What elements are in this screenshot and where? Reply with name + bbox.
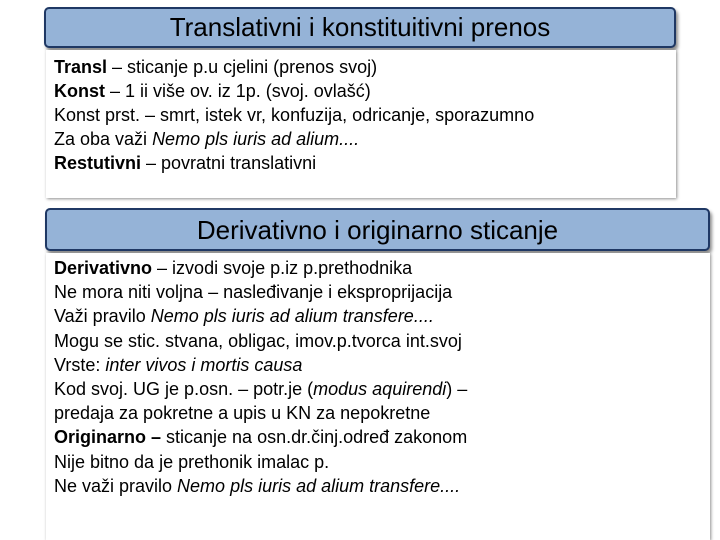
term: Konst	[54, 81, 105, 101]
section1-title: Translativni i konstituitivni prenos	[169, 12, 551, 42]
text-line	[54, 127, 676, 151]
text-line	[54, 151, 676, 175]
definition: Važi pravilo	[54, 306, 151, 327]
text-line	[54, 103, 676, 127]
section1-header	[44, 7, 676, 48]
latin-phrase: Nemo pls iuris ad alium transfere....	[150, 306, 434, 327]
latin-phrase: modus aquirendi	[313, 379, 447, 400]
definition: Konst prst. – smrt, istek vr, konfuzija, odricanje, sporazumno	[54, 105, 535, 125]
text-line	[54, 450, 710, 474]
term: Originarno –	[54, 427, 162, 448]
definition: – izvodi svoje p.iz p.prethodnika	[152, 258, 413, 278]
text-line	[54, 79, 676, 103]
definition: Kod svoj. UG je p.osn. – potr.je (	[54, 379, 314, 400]
text-line	[54, 425, 710, 449]
section2-panel	[46, 253, 710, 540]
text-line	[54, 353, 710, 377]
latin-phrase: inter vivos i mortis causa	[105, 354, 303, 375]
text-line	[54, 280, 710, 304]
text-line	[54, 329, 710, 353]
definition: sticanje na osn.dr.činj.određ zakonom	[161, 427, 468, 448]
text-line	[54, 474, 710, 498]
text-line	[54, 304, 710, 328]
definition: Za oba važi	[54, 129, 153, 149]
term: Restutivni	[54, 153, 142, 173]
definition: – 1 ii više ov. iz 1p. (svoj. ovlašć)	[105, 81, 371, 101]
definition: predaja za pokretne a upis u KN za nepokretne	[54, 403, 431, 424]
definition: – sticanje p.u cjelini (prenos svoj)	[107, 57, 378, 77]
term: Derivativno	[54, 258, 153, 278]
definition: Ne važi pravilo	[54, 475, 178, 496]
text-line	[54, 256, 710, 280]
section2-title: Derivativno i originarno sticanje	[196, 215, 559, 245]
text-line	[54, 401, 710, 425]
section2-header	[45, 208, 710, 251]
definition: Vrste:	[54, 354, 106, 375]
definition-suffix: ) –	[446, 379, 468, 400]
section1-panel	[46, 50, 676, 198]
text-line	[54, 377, 710, 401]
latin-phrase: Nemo pls iuris ad alium....	[152, 129, 360, 149]
definition: Ne mora niti voljna – nasleđivanje i eksproprijacija	[54, 282, 453, 303]
term: Transl	[54, 57, 108, 77]
definition: – povratni translativni	[141, 153, 317, 173]
text-line	[54, 55, 676, 79]
definition: Mogu se stic. stvana, obligac, imov.p.tvorca int.svoj	[54, 330, 462, 351]
latin-phrase: Nemo pls iuris ad alium transfere....	[177, 475, 461, 496]
definition: Nije bitno da je prethonik imalac p.	[54, 451, 330, 472]
